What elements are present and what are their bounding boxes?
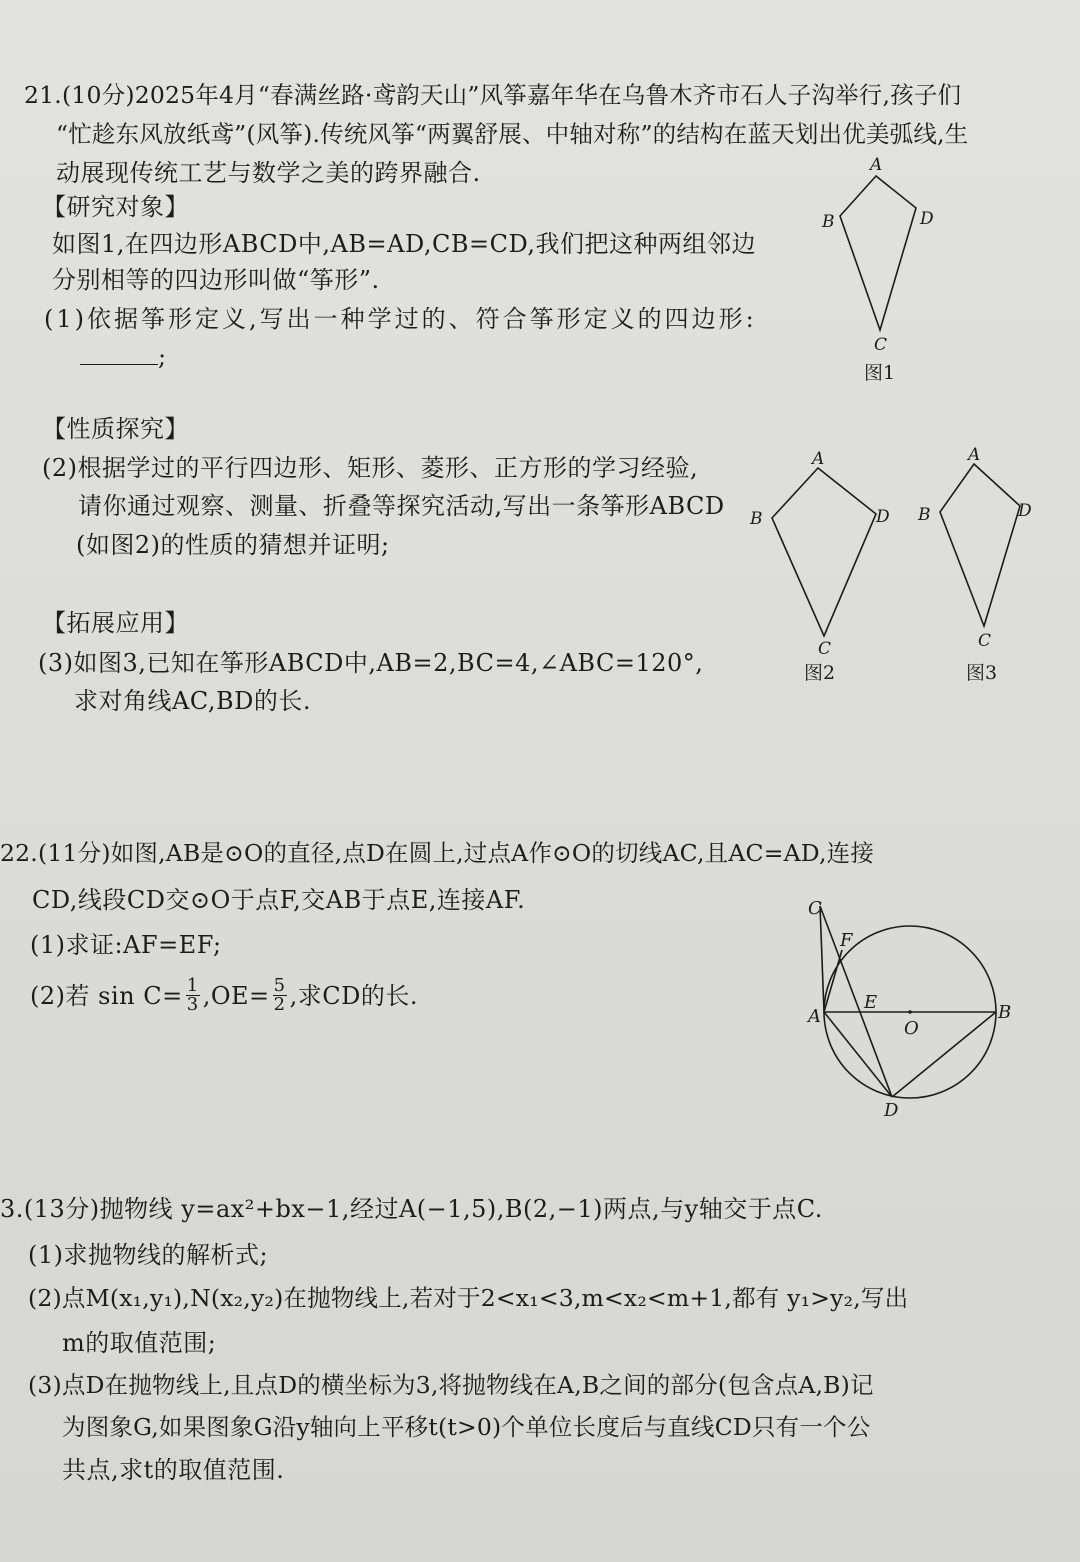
q21-section-research: 【研究对象】 [42, 193, 189, 221]
q22-stem-line2: CD,线段CD交⊙O于点F,交AB于点E,连接AF. [32, 886, 526, 914]
q21-part1-end: ; [158, 343, 167, 371]
point-label-a: A [808, 1006, 821, 1027]
vertex-label-a: A [968, 445, 981, 465]
fraction-denominator: 3 [186, 994, 199, 1015]
vertex-label-b: B [750, 509, 763, 529]
fraction-numerator: 1 [186, 975, 199, 996]
figure-3-caption: 图3 [966, 662, 998, 684]
vertex-label-d: D [1018, 501, 1032, 521]
segment-ad [824, 1012, 892, 1097]
segment-cd [820, 906, 892, 1097]
q21-intro-line3: 动展现传统工艺与数学之美的跨界融合. [56, 159, 481, 187]
point-label-f: F [840, 930, 853, 951]
vertex-label-a: A [812, 449, 825, 469]
vertex-label-b: B [918, 505, 931, 525]
q22-circle-figure [800, 888, 1040, 1128]
vertex-label-c: C [978, 631, 992, 651]
answer-blank[interactable] [80, 344, 158, 365]
q23-part2-line1: (2)点M(x₁,y₁),N(x₂,y₂)在抛物线上,若对于2<x₁<3,m<x₂<m+1,都有 y₁>y₂,写出 [28, 1284, 909, 1312]
q21-section-extension: 【拓展应用】 [42, 609, 189, 637]
q21-intro-line1: 21.(10分)2025年4月“春满丝路·鸢韵天山”风筝嘉年华在乌鲁木齐市石人子沟举行,孩子们 [24, 81, 962, 109]
q23-part3-line3: 共点,求t的取值范围. [62, 1456, 285, 1484]
q21-section-property: 【性质探究】 [42, 415, 189, 443]
figure-1-caption: 图1 [864, 362, 896, 384]
vertex-label-c: C [874, 335, 888, 355]
figure-1-kite [812, 152, 952, 362]
q21-intro-line2: “忙趁东风放纸鸢”(风筝).传统风筝“两翼舒展、中轴对称”的结构在蓝天划出优美弧线,生 [56, 120, 969, 148]
vertex-label-c: C [818, 639, 832, 659]
q23-stem: 3.(13分)抛物线 y=ax²+bx−1,经过A(−1,5),B(2,−1)两点,与y轴交于点C. [0, 1195, 823, 1223]
vertex-label-d: D [876, 507, 890, 527]
q21-part1-answer-line [80, 342, 167, 372]
q21-part2-line2: 请你通过观察、测量、折叠等探究活动,写出一条筝形ABCD [78, 492, 725, 520]
q22-part2 [30, 977, 418, 1014]
point-label-o: O [904, 1018, 919, 1039]
fraction-denominator: 2 [273, 994, 286, 1015]
fraction-five-halves [273, 977, 287, 1014]
q21-part3-line2: 求对角线AC,BD的长. [74, 687, 311, 715]
q21-part2-line1: (2)根据学过的平行四边形、矩形、菱形、正方形的学习经验, [42, 454, 699, 482]
figure-3-kite [912, 440, 1042, 654]
vertex-label-a: A [870, 155, 883, 175]
q23-part2-line2: m的取值范围; [62, 1329, 217, 1357]
q21-definition-line1: 如图1,在四边形ABCD中,AB=AD,CB=CD,我们把这种两组邻边 [52, 230, 756, 258]
kite-abcd-fig2 [772, 468, 876, 636]
figure-2-kite [742, 446, 902, 660]
q21-part2-line3: (如图2)的性质的猜想并证明; [76, 531, 390, 559]
point-label-c: C [808, 898, 822, 919]
q21-definition-line2: 分别相等的四边形叫做“筝形”. [52, 266, 380, 294]
point-label-b: B [998, 1002, 1012, 1023]
vertex-label-d: D [920, 209, 934, 229]
tangent-ac [820, 906, 824, 1012]
q23-part1: (1)求抛物线的解析式; [28, 1241, 269, 1269]
fraction-numerator: 5 [273, 975, 286, 996]
figure-2-caption: 图2 [804, 662, 836, 684]
kite-abcd-fig1 [840, 176, 916, 330]
center-point-o [908, 1010, 912, 1014]
q23-part3-line1: (3)点D在抛物线上,且点D的横坐标为3,将抛物线在A,B之间的部分(包含点A,B)记 [28, 1371, 874, 1399]
q21-part3-line1: (3)如图3,已知在筝形ABCD中,AB=2,BC=4,∠ABC=120°, [38, 649, 704, 677]
segment-af [824, 950, 842, 1012]
q22-part2-prefix: (2)若 sin C= [30, 981, 183, 1010]
point-label-e: E [864, 992, 878, 1013]
q22-part2-suffix: ,求CD的长. [289, 981, 418, 1010]
q21-part1: (1)依据筝形定义,写出一种学过的、符合筝形定义的四边形: [44, 305, 757, 333]
fraction-one-third [186, 977, 200, 1014]
q22-part2-middle: ,OE= [202, 981, 270, 1010]
point-label-d: D [884, 1100, 899, 1121]
q23-part3-line2: 为图象G,如果图象G沿y轴向上平移t(t>0)个单位长度后与直线CD只有一个公 [62, 1413, 871, 1441]
q22-stem-line1: 22.(11分)如图,AB是⊙O的直径,点D在圆上,过点A作⊙O的切线AC,且AC=AD,连接 [0, 839, 875, 867]
q22-part1: (1)求证:AF=EF; [30, 931, 222, 959]
vertex-label-b: B [822, 212, 835, 232]
kite-abcd-fig3 [940, 464, 1020, 626]
